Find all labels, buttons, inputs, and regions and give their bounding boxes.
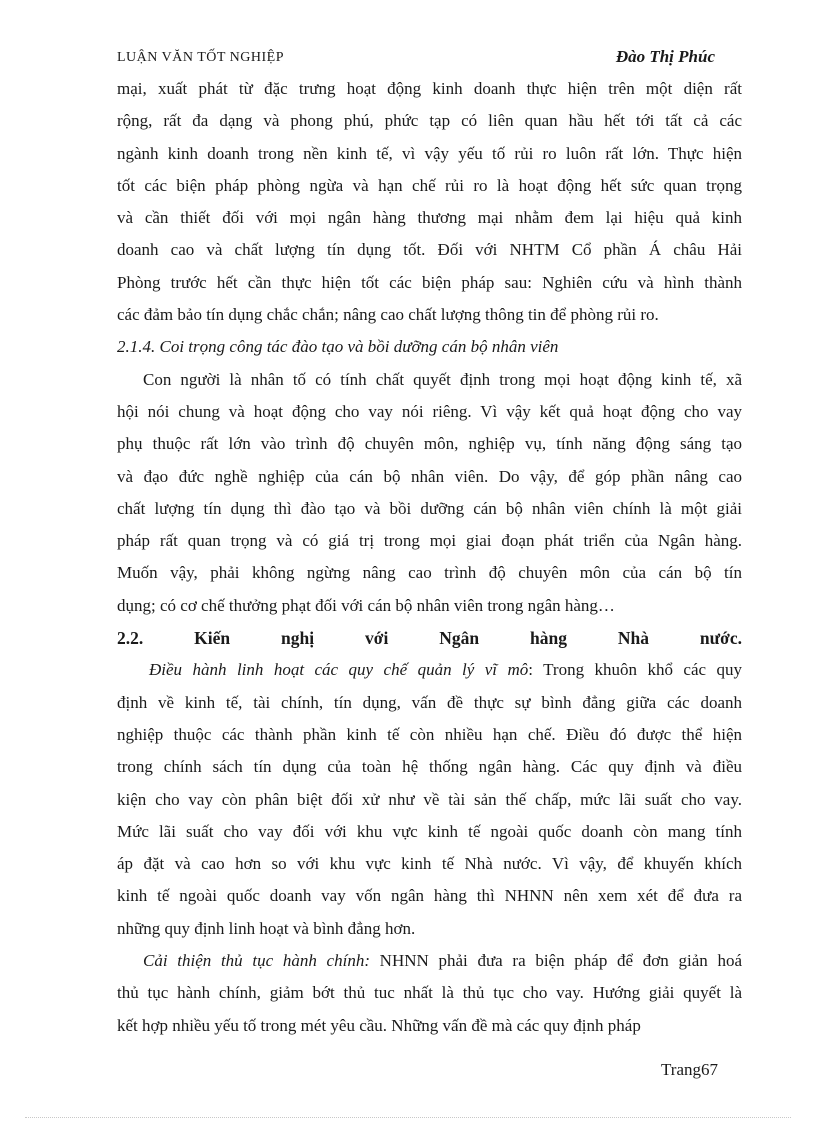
- thesis-title: LUẬN VĂN TỐT NGHIỆP: [117, 50, 284, 65]
- page-bottom-divider: [25, 1117, 791, 1118]
- text-line: ngành kinh doanh trong nền kinh tế, vì vậy yếu tố rủi ro luôn rất lớn. Thực hiện: [117, 143, 742, 163]
- text-line: những quy định linh hoạt và bình đẳng hơn.: [117, 918, 416, 938]
- page-header: [117, 47, 715, 70]
- text-line: Mức lãi suất cho vay đối với khu vực kinh tế ngoài quốc doanh còn mang tính: [117, 821, 742, 841]
- text-line: nghiệp thuộc các thành phần kinh tế còn nhiều hạn chế. Điều đó được thể hiện: [117, 724, 742, 744]
- text-line: Muốn vậy, phải không ngừng nâng cao trình độ chuyên môn của cán bộ tín: [117, 563, 742, 583]
- text-line: kiện cho vay còn phân biệt đối xử như về tài sản thế chấp, mức lãi suất cho vay.: [117, 789, 742, 809]
- author-name: Đào Thị Phúc: [615, 47, 715, 66]
- text-line: [117, 945, 742, 977]
- text-line: áp đặt và cao hơn so với khu vực kinh tế Nhà nước. Vì vậy, để khuyến khích: [117, 854, 742, 874]
- text-line: pháp rất quan trọng và có giá trị trong mọi giai đoạn phát triển của Ngân hàng.: [117, 531, 742, 551]
- document-body: [117, 73, 742, 1042]
- text-line: thủ tục hành chính, giảm bớt thủ tuc nhất là thủ tục cho vay. Hướng giải quyết là: [117, 983, 742, 1003]
- text-line: rộng, rất đa dạng và phong phú, phức tạp có liên quan hầu hết tới tất cả các: [117, 111, 742, 131]
- text-run: NHNN phải đưa ra biện pháp để đơn giản hoá: [369, 951, 742, 971]
- text-line: tốt các biện pháp phòng ngừa và hạn chế rủi ro là hoạt động hết sức quan trọng: [117, 175, 742, 195]
- text-line: kinh tế ngoài quốc doanh vay vốn ngân hàng thì NHNN nên xem xét để đưa ra: [117, 886, 742, 906]
- text-line: chất lượng tín dụng thì đào tạo và bồi dưỡng cán bộ nhân viên chính là một giải: [117, 498, 742, 518]
- text-line: các đảm bảo tín dụng chắc chắn; nâng cao chất lượng thông tin để phòng rủi ro.: [117, 305, 659, 325]
- section-heading-2-1-4: 2.1.4. Coi trọng công tác đào tạo và bồi dưỡng cán bộ nhân viên: [117, 337, 559, 357]
- text-line: định về kinh tế, tài chính, tín dụng, vấn đề thực sự bình đẳng giữa các doanh: [117, 692, 742, 712]
- text-line: phụ thuộc rất lớn vào trình độ chuyên môn, nghiệp vụ, tính năng động sáng tạo: [117, 434, 742, 454]
- text-line: mại, xuất phát từ đặc trưng hoạt động kinh doanh thực hiện trên một diện rất: [117, 79, 742, 98]
- text-line: dụng; có cơ chế thưởng phạt đối với cán bộ nhân viên trong ngân hàng…: [117, 595, 615, 615]
- section-heading-2-2: 2.2. Kiến nghị với Ngân hàng Nhà nước.: [117, 628, 742, 649]
- italic-lead: Cải thiện thủ tục hành chính:: [143, 951, 370, 971]
- text-line: và cần thiết đối với mọi ngân hàng thương mại nhằm đem lại hiệu quả kinh: [117, 208, 742, 228]
- text-run: : Trong khuôn khổ các quy: [528, 660, 742, 680]
- text-line: [117, 654, 742, 686]
- text-line: kết hợp nhiều yếu tố trong mét yêu cầu. Những vấn đề mà các quy định pháp: [117, 1015, 641, 1035]
- text-line: trong chính sách tín dụng của toàn hệ thống ngân hàng. Các quy định và điều: [117, 757, 742, 777]
- page-number: Trang67: [661, 1060, 718, 1079]
- text-line: Phòng trước hết cần thực hiện tốt các biện pháp sau: Nghiên cứu và hình thành: [117, 272, 742, 292]
- text-line: Con người là nhân tố có tính chất quyết định trong mọi hoạt động kinh tế, xã: [143, 369, 742, 389]
- text-line: và đạo đức nghề nghiệp của cán bộ nhân viên. Do vậy, để góp phần nâng cao: [117, 466, 742, 486]
- text-line: doanh cao và chất lượng tín dụng tốt. Đối với NHTM Cổ phần Á châu Hải: [117, 240, 742, 260]
- italic-lead: Điều hành linh hoạt các quy chế quản lý vĩ mô: [149, 660, 529, 680]
- text-line: hội nói chung và hoạt động cho vay nói riêng. Vì vậy kết quả hoạt động cho vay: [117, 401, 742, 421]
